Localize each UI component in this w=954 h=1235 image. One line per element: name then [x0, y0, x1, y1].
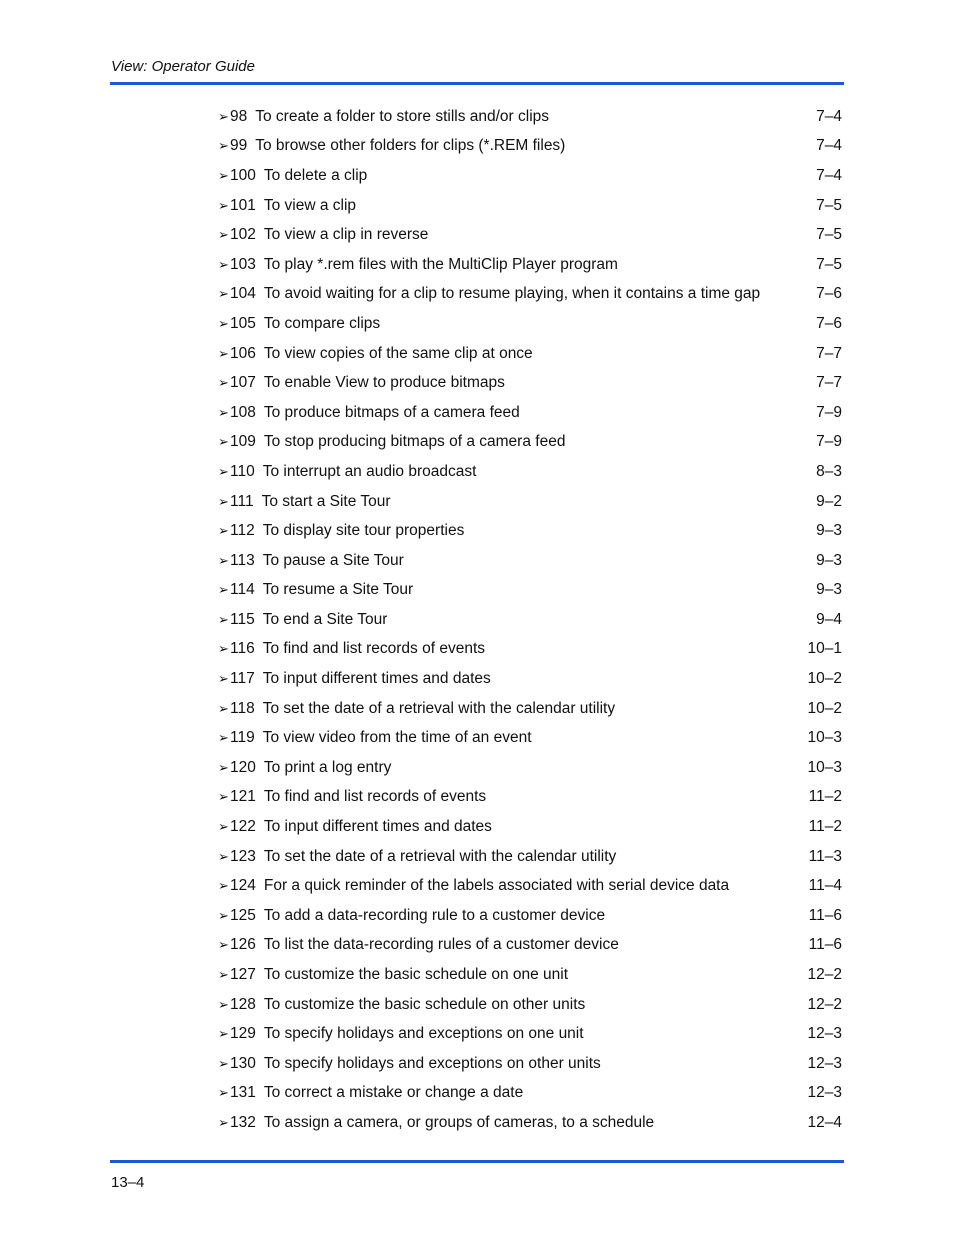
- procedure-number: 112: [230, 522, 255, 540]
- page-reference: 12–3: [807, 1084, 842, 1102]
- toc-entry-label: [218, 493, 391, 511]
- page-reference: 7–4: [816, 166, 842, 184]
- toc-entry-label: [218, 700, 615, 718]
- procedure-title: To set the date of a retrieval with the calendar utility: [263, 847, 617, 865]
- page-reference: 11–4: [808, 877, 842, 895]
- toc-entry: [218, 546, 842, 576]
- toc-entry-label: [218, 907, 605, 925]
- procedure-index-list: [218, 102, 842, 1138]
- toc-entry: [218, 664, 842, 694]
- arrow-bullet-icon: ➢: [218, 108, 229, 124]
- arrow-bullet-icon: ➢: [218, 907, 229, 923]
- page-reference: 9–3: [816, 581, 842, 599]
- toc-entry: [218, 723, 842, 753]
- procedure-title: To find and list records of events: [263, 788, 487, 806]
- arrow-bullet-icon: ➢: [218, 582, 229, 598]
- page-reference: 11–6: [808, 906, 842, 924]
- toc-entry: [218, 309, 842, 339]
- page-reference: 10–3: [807, 758, 842, 776]
- toc-entry-label: [218, 404, 520, 422]
- running-header: View: Operator Guide: [111, 58, 255, 75]
- arrow-bullet-icon: ➢: [218, 730, 229, 746]
- header-rule: [110, 82, 844, 85]
- procedure-number: 123: [230, 847, 256, 865]
- procedure-number: 106: [230, 344, 256, 362]
- procedure-title: To correct a mistake or change a date: [263, 1084, 524, 1102]
- toc-entry: [218, 960, 842, 990]
- page-reference: 9–3: [816, 522, 842, 540]
- procedure-number: 114: [230, 581, 255, 599]
- procedure-title: To display site tour properties: [262, 522, 465, 540]
- arrow-bullet-icon: ➢: [218, 167, 229, 183]
- page-reference: 12–2: [807, 966, 842, 984]
- procedure-title: To customize the basic schedule on one unit: [263, 966, 569, 984]
- toc-entry: [218, 428, 842, 458]
- procedure-title: To produce bitmaps of a camera feed: [263, 403, 520, 421]
- procedure-title: To specify holidays and exceptions on other units: [263, 1054, 601, 1072]
- arrow-bullet-icon: ➢: [218, 1055, 229, 1071]
- toc-entry-label: [218, 759, 391, 777]
- toc-entry-label: [218, 108, 549, 126]
- toc-entry-label: [218, 966, 568, 984]
- procedure-number: 107: [230, 374, 256, 392]
- toc-entry-label: [218, 877, 729, 895]
- arrow-bullet-icon: ➢: [218, 345, 229, 361]
- page-reference: 7–5: [816, 255, 842, 273]
- toc-entry: [218, 694, 842, 724]
- procedure-title: To view a clip in reverse: [263, 226, 429, 244]
- page-reference: 7–6: [816, 285, 842, 303]
- procedure-number: 116: [230, 640, 255, 658]
- procedure-title: To pause a Site Tour: [262, 551, 404, 569]
- procedure-title: To input different times and dates: [263, 818, 492, 836]
- toc-entry-label: [218, 1055, 601, 1073]
- toc-entry-label: [218, 137, 565, 155]
- procedure-number: 125: [230, 906, 256, 924]
- procedure-title: To resume a Site Tour: [262, 581, 414, 599]
- toc-entry: [218, 783, 842, 813]
- arrow-bullet-icon: ➢: [218, 286, 229, 302]
- arrow-bullet-icon: ➢: [218, 671, 229, 687]
- toc-entry-label: [218, 581, 413, 599]
- procedure-number: 120: [230, 758, 256, 776]
- procedure-number: 111: [230, 492, 254, 510]
- page-reference: 7–4: [816, 137, 842, 155]
- procedure-title: To enable View to produce bitmaps: [263, 374, 505, 392]
- toc-entry-label: [218, 226, 428, 244]
- procedure-title: To end a Site Tour: [262, 610, 388, 628]
- arrow-bullet-icon: ➢: [218, 315, 229, 331]
- procedure-title: To delete a clip: [263, 166, 368, 184]
- procedure-title: To print a log entry: [263, 758, 392, 776]
- procedure-number: 130: [230, 1054, 256, 1072]
- arrow-bullet-icon: ➢: [218, 996, 229, 1012]
- procedure-title: To stop producing bitmaps of a camera feed: [263, 433, 566, 451]
- toc-entry-label: [218, 167, 367, 185]
- toc-entry: [218, 280, 842, 310]
- procedure-number: 124: [230, 877, 256, 895]
- toc-entry: [218, 457, 842, 487]
- procedure-title: To avoid waiting for a clip to resume playing, when it contains a time gap: [263, 285, 761, 303]
- toc-entry-label: [218, 315, 380, 333]
- toc-entry: [218, 191, 842, 221]
- arrow-bullet-icon: ➢: [218, 611, 229, 627]
- toc-entry: [218, 1079, 842, 1109]
- page-reference: 10–2: [807, 699, 842, 717]
- page-reference: 12–4: [807, 1113, 842, 1131]
- toc-entry-label: [218, 788, 486, 806]
- toc-entry: [218, 487, 842, 517]
- page-reference: 8–3: [816, 462, 842, 480]
- procedure-title: To view video from the time of an event: [262, 729, 532, 747]
- toc-entry: [218, 516, 842, 546]
- procedure-title: To input different times and dates: [262, 670, 491, 688]
- procedure-number: 103: [230, 255, 256, 273]
- page-reference: 11–6: [808, 936, 842, 954]
- page-reference: 9–2: [816, 492, 842, 510]
- page-reference: 11–3: [808, 847, 842, 865]
- procedure-title: To assign a camera, or groups of cameras, to a schedule: [263, 1113, 655, 1131]
- procedure-title: For a quick reminder of the labels associated with serial device data: [263, 877, 730, 895]
- toc-entry: [218, 990, 842, 1020]
- toc-entry-label: [218, 996, 585, 1014]
- toc-entry: [218, 220, 842, 250]
- toc-entry-label: [218, 256, 618, 274]
- page-reference: 7–4: [816, 107, 842, 125]
- procedure-title: To find and list records of events: [262, 640, 486, 658]
- toc-entry-label: [218, 729, 532, 747]
- procedure-number: 118: [230, 699, 255, 717]
- arrow-bullet-icon: ➢: [218, 641, 229, 657]
- procedure-title: To view copies of the same clip at once: [263, 344, 533, 362]
- arrow-bullet-icon: ➢: [218, 819, 229, 835]
- arrow-bullet-icon: ➢: [218, 404, 229, 420]
- toc-entry-label: [218, 1114, 654, 1132]
- procedure-number: 100: [230, 166, 256, 184]
- page-reference: 9–3: [816, 551, 842, 569]
- toc-entry-label: [218, 552, 404, 570]
- toc-entry: [218, 132, 842, 162]
- procedure-title: To start a Site Tour: [261, 492, 391, 510]
- arrow-bullet-icon: ➢: [218, 759, 229, 775]
- procedure-number: 113: [230, 551, 255, 569]
- procedure-title: To set the date of a retrieval with the calendar utility: [262, 699, 616, 717]
- arrow-bullet-icon: ➢: [218, 848, 229, 864]
- page-reference: 12–3: [807, 1054, 842, 1072]
- arrow-bullet-icon: ➢: [218, 434, 229, 450]
- toc-entry-label: [218, 1025, 584, 1043]
- toc-entry: [218, 1049, 842, 1079]
- procedure-number: 128: [230, 995, 256, 1013]
- arrow-bullet-icon: ➢: [218, 1026, 229, 1042]
- page-reference: 7–5: [816, 196, 842, 214]
- procedure-number: 126: [230, 936, 256, 954]
- toc-entry-label: [218, 936, 619, 954]
- toc-entry-label: [218, 285, 760, 303]
- toc-entry-label: [218, 640, 485, 658]
- procedure-number: 108: [230, 403, 256, 421]
- toc-entry: [218, 1019, 842, 1049]
- toc-entry: [218, 1108, 842, 1138]
- procedure-number: 110: [230, 462, 255, 480]
- arrow-bullet-icon: ➢: [218, 1114, 229, 1130]
- toc-entry: [218, 842, 842, 872]
- toc-entry-label: [218, 197, 356, 215]
- procedure-title: To play *.rem files with the MultiClip Player program: [263, 255, 618, 273]
- page-reference: 7–7: [816, 374, 842, 392]
- toc-entry: [218, 161, 842, 191]
- toc-entry-label: [218, 374, 505, 392]
- procedure-number: 119: [230, 729, 255, 747]
- arrow-bullet-icon: ➢: [218, 1085, 229, 1101]
- page-reference: 10–1: [807, 640, 842, 658]
- arrow-bullet-icon: ➢: [218, 967, 229, 983]
- procedure-title: To interrupt an audio broadcast: [262, 462, 477, 480]
- procedure-number: 121: [230, 788, 256, 806]
- arrow-bullet-icon: ➢: [218, 552, 229, 568]
- procedure-number: 99: [230, 137, 248, 155]
- procedure-number: 132: [230, 1113, 256, 1131]
- toc-entry-label: [218, 345, 533, 363]
- arrow-bullet-icon: ➢: [218, 256, 229, 272]
- procedure-number: 127: [230, 966, 256, 984]
- page-reference: 12–2: [807, 995, 842, 1013]
- page-reference: 7–7: [816, 344, 842, 362]
- toc-entry-label: [218, 433, 565, 451]
- toc-entry-label: [218, 463, 476, 481]
- toc-entry-label: [218, 611, 387, 629]
- arrow-bullet-icon: ➢: [218, 375, 229, 391]
- page-reference: 11–2: [808, 818, 842, 836]
- procedure-number: 105: [230, 314, 256, 332]
- toc-entry: [218, 605, 842, 635]
- procedure-title: To create a folder to store stills and/or clips: [255, 107, 550, 125]
- procedure-number: 104: [230, 285, 256, 303]
- arrow-bullet-icon: ➢: [218, 463, 229, 479]
- procedure-number: 131: [230, 1084, 256, 1102]
- arrow-bullet-icon: ➢: [218, 138, 229, 154]
- toc-entry-label: [218, 848, 616, 866]
- page-reference: 7–5: [816, 226, 842, 244]
- procedure-title: To customize the basic schedule on other units: [263, 995, 586, 1013]
- procedure-title: To compare clips: [263, 314, 381, 332]
- toc-entry: [218, 901, 842, 931]
- procedure-title: To browse other folders for clips (*.REM files): [255, 137, 566, 155]
- toc-entry: [218, 398, 842, 428]
- procedure-number: 102: [230, 226, 256, 244]
- arrow-bullet-icon: ➢: [218, 197, 229, 213]
- toc-entry: [218, 102, 842, 132]
- toc-entry-label: [218, 818, 492, 836]
- procedure-title: To specify holidays and exceptions on one unit: [263, 1025, 584, 1043]
- toc-entry-label: [218, 1084, 523, 1102]
- page-reference: 9–4: [816, 610, 842, 628]
- arrow-bullet-icon: ➢: [218, 493, 229, 509]
- procedure-number: 101: [230, 196, 256, 214]
- procedure-title: To add a data-recording rule to a customer device: [263, 906, 606, 924]
- page-reference: 12–3: [807, 1025, 842, 1043]
- toc-entry: [218, 931, 842, 961]
- page-number: 13–4: [111, 1174, 145, 1191]
- toc-entry: [218, 368, 842, 398]
- toc-entry: [218, 635, 842, 665]
- toc-entry: [218, 576, 842, 606]
- procedure-title: To view a clip: [263, 196, 357, 214]
- page-reference: 10–3: [807, 729, 842, 747]
- arrow-bullet-icon: ➢: [218, 700, 229, 716]
- toc-entry: [218, 812, 842, 842]
- procedure-number: 117: [230, 670, 255, 688]
- page-reference: 10–2: [807, 670, 842, 688]
- arrow-bullet-icon: ➢: [218, 523, 229, 539]
- toc-entry-label: [218, 522, 464, 540]
- footer-rule: [110, 1160, 844, 1163]
- procedure-number: 109: [230, 433, 256, 451]
- arrow-bullet-icon: ➢: [218, 937, 229, 953]
- toc-entry: [218, 250, 842, 280]
- procedure-number: 122: [230, 818, 256, 836]
- procedure-number: 129: [230, 1025, 256, 1043]
- procedure-number: 115: [230, 610, 255, 628]
- toc-entry: [218, 339, 842, 369]
- arrow-bullet-icon: ➢: [218, 227, 229, 243]
- arrow-bullet-icon: ➢: [218, 789, 229, 805]
- page-reference: 7–9: [816, 433, 842, 451]
- page-reference: 7–9: [816, 403, 842, 421]
- procedure-title: To list the data-recording rules of a customer device: [263, 936, 619, 954]
- toc-entry: [218, 753, 842, 783]
- page-reference: 7–6: [816, 314, 842, 332]
- page-reference: 11–2: [808, 788, 842, 806]
- arrow-bullet-icon: ➢: [218, 878, 229, 894]
- procedure-number: 98: [230, 107, 248, 125]
- toc-entry-label: [218, 670, 491, 688]
- toc-entry: [218, 871, 842, 901]
